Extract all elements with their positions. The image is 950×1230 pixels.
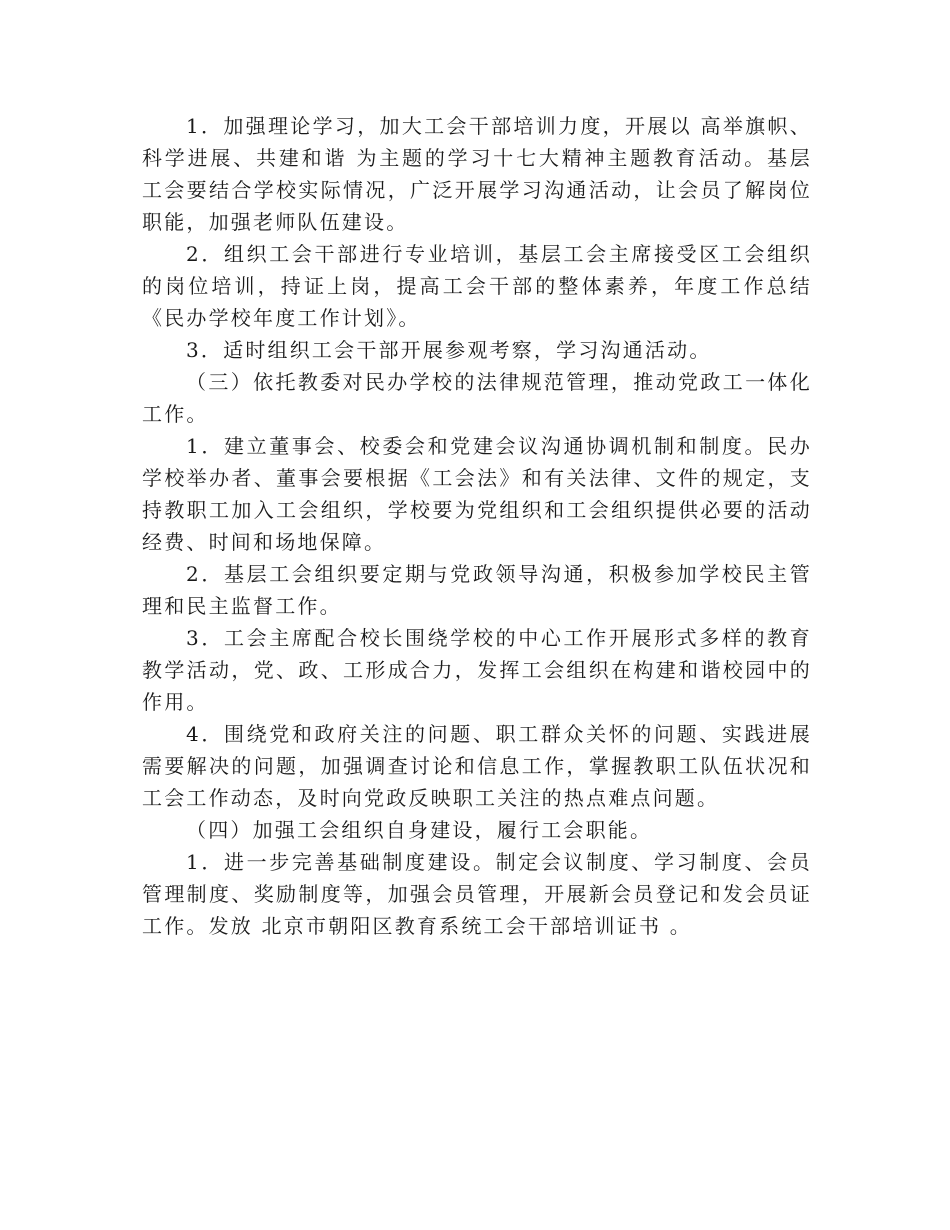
paragraph-study-theory: 1．加强理论学习，加大工会干部培训力度，开展以 高举旗帜、科学进展、共建和谐 为主题的学习十七大精神主题教育活动。基层工会要结合学校实际情况，广泛开展学习沟通活动，让会员了解岗位职能，加强老师队伍建设。 <box>142 114 812 234</box>
paragraph-coordination-mechanism: 1．建立董事会、校委会和党建会议沟通协调机制和制度。民办学校举办者、董事会要根据《工会法》和有关法律、文件的规定，支持教职工加入工会组织，学校要为党组织和工会组织提供必要的活动经费、时间和场地保障。 <box>142 434 812 554</box>
paragraph-field-visits: 3．适时组织工会干部开展参观考察，学习沟通活动。 <box>186 338 712 362</box>
paragraph-democratic-management: 2．基层工会组织要定期与党政领导沟通，积极参加学校民主管理和民主监督工作。 <box>142 562 812 618</box>
section-heading-four: （四）加强工会组织自身建设，履行工会职能。 <box>186 818 653 842</box>
section-heading-three: （三）依托教委对民办学校的法律规范管理，推动党政工一体化工作。 <box>142 370 812 426</box>
paragraph-institution-building: 1．进一步完善基础制度建设。制定会议制度、学习制度、会员管理制度、奖励制度等，加强会员管理，开展新会员登记和发会员证工作。发放 北京市朝阳区教育系统工会干部培训证书 。 <box>142 850 812 938</box>
paragraph-cadre-training: 2．组织工会干部进行专业培训，基层工会主席接受区工会组织的岗位培训，持证上岗，提高工会干部的整体素养，年度工作总结《民办学校年度工作计划》。 <box>142 242 812 330</box>
document-body <box>142 110 812 942</box>
paragraph-education-activities: 3．工会主席配合校长围绕学校的中心工作开展形式多样的教育教学活动，党、政、工形成合力，发挥工会组织在构建和谐校园中的作用。 <box>142 626 812 714</box>
paragraph-research-information: 4．围绕党和政府关注的问题、职工群众关怀的问题、实践进展需要解决的问题，加强调查讨论和信息工作，掌握教职工队伍状况和工会工作动态，及时向党政反映职工关注的热点难点问题。 <box>142 722 812 810</box>
